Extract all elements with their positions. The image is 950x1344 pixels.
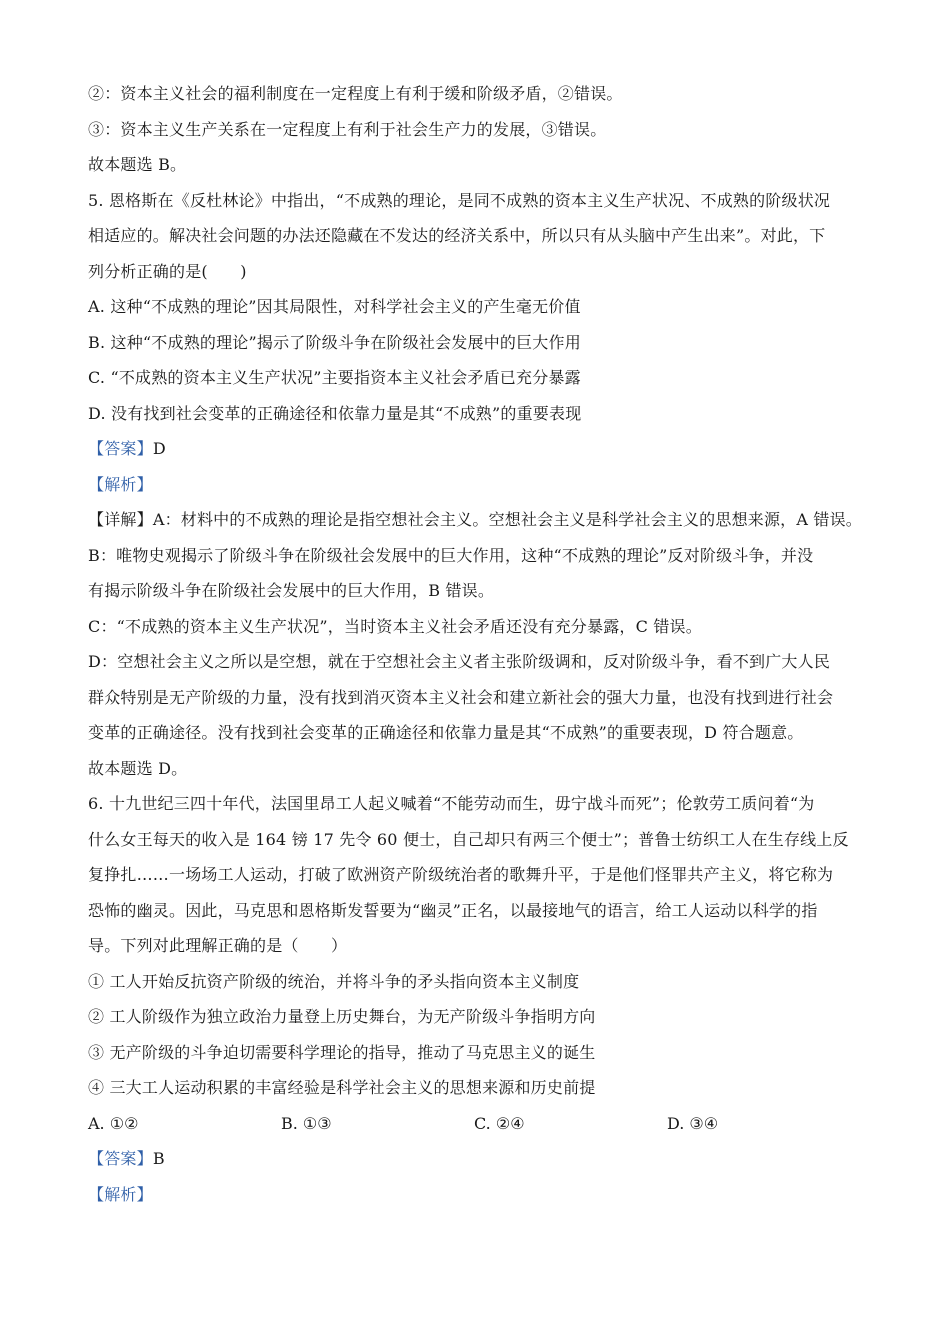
q5-analysis-heading	[88, 467, 868, 503]
q6-stem-line-4: 恐怖的幽灵。因此，马克思和恩格斯发誓要为“幽灵”正名，以最接地气的语言，给工人运动以科学的指	[88, 900, 818, 920]
q6-choices	[88, 1106, 868, 1142]
q6-stem-line-2: 什么女王每天的收入是 164 镑 17 先令 60 便士，自己却只有两三个便士”；普鲁士纺织工人在生存线上反	[88, 829, 849, 849]
prev-conclusion: 故本题选 B。	[88, 155, 187, 174]
document-page	[88, 76, 868, 1212]
q6-choice-c: C. ②④	[474, 1113, 525, 1133]
q5-detail-b-line-1: B：唯物史观揭示了阶级斗争在阶级社会发展中的巨大作用，这种“不成熟的理论”反对阶级斗争，并没	[88, 545, 814, 565]
q5-answer	[88, 431, 868, 467]
q5-detail-d-line-1: D：空想社会主义之所以是空想，就在于空想社会主义者主张阶级调和，反对阶级斗争，看不到广大人民	[88, 652, 831, 671]
q6-answer	[88, 1141, 868, 1177]
q5-detail-d-line-3: 变革的正确途径。没有找到社会变革的正确途径和依靠力量是其“不成熟”的重要表现，D 符合题意。	[88, 723, 804, 742]
q5-option-b: B. 这种“不成熟的理论”揭示了阶级斗争在阶级社会发展中的巨大作用	[88, 332, 581, 352]
q6-item-4: ④ 三大工人运动积累的丰富经验是科学社会主义的思想来源和历史前提	[88, 1078, 596, 1097]
answer-label: 【答案】	[88, 1149, 153, 1168]
detail-a-text: A：材料中的不成熟的理论是指空想社会主义。空想社会主义是科学社会主义的思想来源，A 错误。	[152, 510, 863, 529]
q5-detail-c: C：“不成熟的资本主义生产状况”，当时资本主义社会矛盾还没有充分暴露，C 错误。	[88, 616, 702, 636]
detail-label: 【详解】	[88, 510, 153, 529]
q6-item-3: ③ 无产阶级的斗争迫切需要科学理论的指导，推动了马克思主义的诞生	[88, 1042, 596, 1062]
q6-stem-line-3: 复挣扎……一场场工人运动，打破了欧洲资产阶级统治者的歌舞升平，于是他们怪罪共产主义，将它称为	[88, 865, 834, 884]
q5-detail-d-line-2: 群众特别是无产阶级的力量，没有找到消灭资本主义社会和建立新社会的强大力量，也没有找到进行社会	[88, 687, 834, 707]
q6-analysis-heading	[88, 1177, 868, 1213]
q5-conclusion: 故本题选 D。	[88, 758, 188, 778]
q6-item-2: ② 工人阶级作为独立政治力量登上历史舞台，为无产阶级斗争指明方向	[88, 1007, 596, 1026]
q5-option-d: D. 没有找到社会变革的正确途径和依靠力量是其“不成熟”的重要表现	[88, 403, 582, 423]
prev-analysis-line-3: ③：资本主义生产关系在一定程度上有利于社会生产力的发展，③错误。	[88, 119, 607, 139]
q5-stem-line-1: 5. 恩格斯在《反杜林论》中指出，“不成熟的理论，是同不成熟的资本主义生产状况、不成熟的阶级状况	[88, 190, 831, 210]
prev-analysis-line-2: ②：资本主义社会的福利制度在一定程度上有利于缓和阶级矛盾，②错误。	[88, 84, 623, 103]
q5-option-c: C. “不成熟的资本主义生产状况”主要指资本主义社会矛盾已充分暴露	[88, 368, 581, 387]
answer-value: D	[152, 439, 166, 458]
q6-choice-d: D. ③④	[667, 1113, 719, 1133]
q6-choice-b: B. ①③	[281, 1113, 332, 1133]
q5-stem-line-3: 列分析正确的是( )	[88, 261, 247, 281]
answer-label: 【答案】	[88, 439, 153, 458]
q6-stem-line-1: 6. 十九世纪三四十年代，法国里昂工人起义喊着“不能劳动而生，毋宁战斗而死”；伦敦劳工质问着“为	[88, 794, 815, 813]
answer-value: B	[152, 1149, 165, 1168]
q6-stem-line-5: 导。下列对此理解正确的是（ ）	[88, 936, 348, 955]
q6-choice-a: A. ①②	[88, 1113, 139, 1133]
q5-detail-a	[88, 502, 868, 538]
analysis-label: 【解析】	[88, 474, 153, 494]
analysis-label: 【解析】	[88, 1184, 153, 1204]
q5-stem-line-2: 相适应的。解决社会问题的办法还隐藏在不发达的经济关系中，所以只有从头脑中产生出来”。对此，下	[88, 226, 826, 245]
q5-detail-b-line-2: 有揭示阶级斗争在阶级社会发展中的巨大作用，B 错误。	[88, 581, 495, 600]
q5-option-a: A. 这种“不成熟的理论”因其局限性，对科学社会主义的产生毫无价值	[88, 297, 581, 316]
q6-item-1: ① 工人开始反抗资产阶级的统治，并将斗争的矛头指向资本主义制度	[88, 971, 580, 991]
